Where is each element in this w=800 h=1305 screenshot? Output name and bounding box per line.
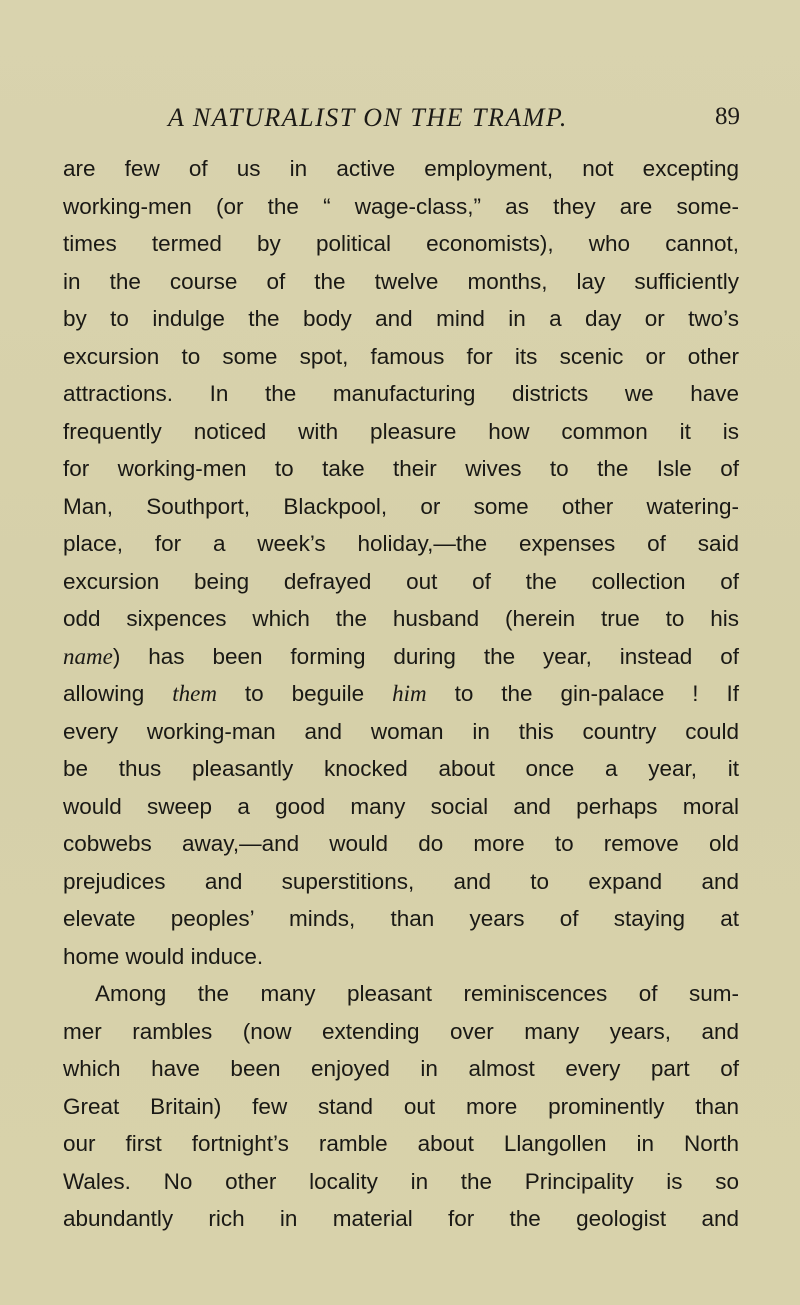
text-run: ) has been forming during the year, instead of [112, 643, 739, 669]
text-line: be thus pleasantly knocked about once a year, it [63, 756, 739, 781]
text-line: for working-men to take their wives to the Isle of [63, 456, 739, 481]
text-line: by to indulge the body and mind in a day or two’s [63, 306, 739, 331]
paragraph-start-line: Among the many pleasant reminiscences of sum- [95, 981, 739, 1006]
text-line: Wales. No other locality in the Principality is so [63, 1168, 739, 1194]
text-line: which have been enjoyed in almost every part of [63, 1056, 739, 1081]
text-line: working-men (or the “ wage-class,” as they are some- [63, 193, 739, 219]
text-line: attractions. In the manufacturing districts we have [63, 381, 739, 406]
text-line: abundantly rich in material for the geologist and [63, 1206, 739, 1231]
text-line: prejudices and superstitions, and to expand and [63, 868, 739, 894]
text-line [63, 638, 739, 676]
paragraph-end-line: home would induce. [63, 943, 264, 969]
text-run: to beguile [216, 681, 393, 706]
text-run: to the gin-palace ! If [426, 681, 739, 706]
italic-word: them [172, 681, 217, 706]
text-line: every working-man and woman in this country could [63, 718, 739, 744]
text-line: would sweep a good many social and perhaps moral [63, 793, 739, 819]
text-line: odd sixpences which the husband (herein true to his [63, 606, 739, 631]
italic-word: him [392, 681, 427, 706]
text-line: excursion being defrayed out of the collection of [63, 568, 739, 594]
text-line: place, for a week’s holiday,—the expenses of said [63, 531, 739, 556]
text-line: cobwebs away,—and would do more to remove old [63, 831, 739, 856]
text-line: are few of us in active employment, not excepting [63, 156, 739, 181]
text-line: frequently noticed with pleasure how common it is [63, 418, 739, 444]
text-line: in the course of the twelve months, lay sufficiently [63, 268, 739, 294]
text-line [63, 675, 739, 713]
page-number: 89 [715, 103, 740, 130]
body-text [63, 150, 739, 1238]
text-line: Great Britain) few stand out more prominently than [63, 1093, 739, 1119]
text-run: allowing [63, 681, 173, 706]
text-line: our first fortnight’s ramble about Llangollen in North [63, 1131, 739, 1156]
italic-word: name [63, 643, 113, 669]
text-line: Man, Southport, Blackpool, or some other watering- [63, 493, 739, 519]
text-line: elevate peoples’ minds, than years of staying at [63, 906, 739, 931]
running-title: A NATURALIST ON THE TRAMP. [168, 103, 568, 132]
running-head [80, 103, 740, 137]
text-line: excursion to some spot, famous for its scenic or other [63, 343, 739, 369]
text-line: mer rambles (now extending over many years, and [63, 1018, 739, 1044]
text-line: times termed by political economists), who cannot, [63, 231, 739, 256]
